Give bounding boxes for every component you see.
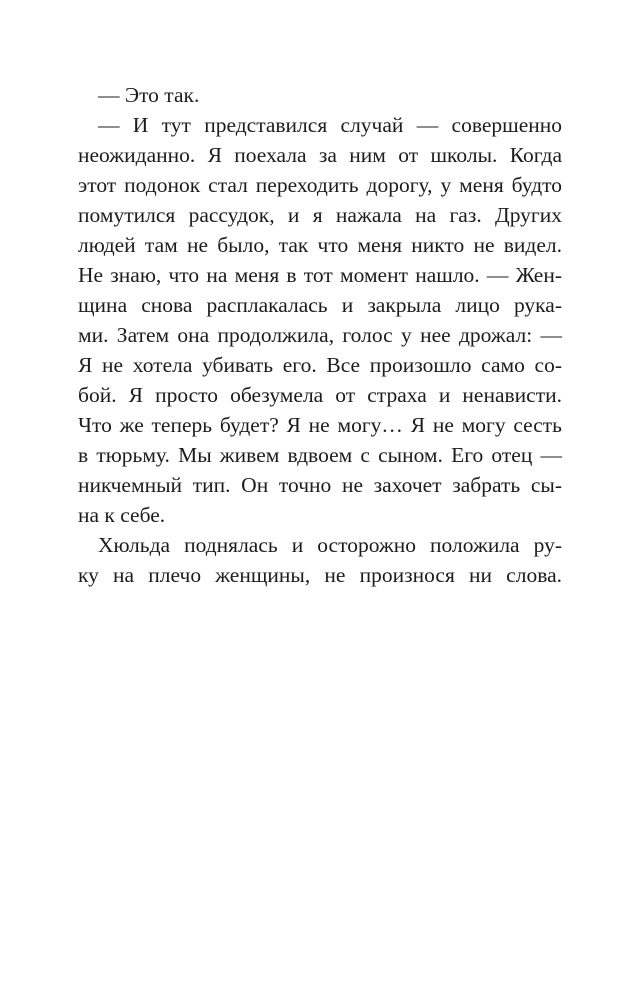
text-line: в тюрьму. Мы живем вдвоем с сыном. Его отец — bbox=[78, 443, 562, 467]
text-line: Не знаю, что на меня в тот момент нашло. — Жен- bbox=[78, 263, 562, 287]
text-line: — Это так. bbox=[98, 83, 200, 107]
text-line: Что же теперь будет? Я не могу… Я не могу сесть bbox=[78, 413, 562, 437]
text-line: бой. Я просто обезумела от страха и ненависти. bbox=[78, 383, 562, 407]
body-text bbox=[78, 80, 562, 590]
text-line: ку на плечо женщины, не произнося ни слова. bbox=[78, 563, 562, 587]
text-line: ми. Затем она продолжила, голос у нее дрожал: — bbox=[78, 323, 562, 347]
text-line: помутился рассудок, и я нажала на газ. Других bbox=[78, 203, 562, 227]
text-line: — И тут представился случай — совершенно bbox=[98, 113, 562, 137]
text-line: щина снова расплакалась и закрыла лицо рука- bbox=[78, 293, 562, 317]
text-line: никчемный тип. Он точно не захочет забрать сы- bbox=[78, 473, 562, 497]
text-line: на к себе. bbox=[78, 503, 166, 527]
text-line: Я не хотела убивать его. Все произошло само со- bbox=[78, 353, 562, 377]
text-line: людей там не было, так что меня никто не видел. bbox=[78, 233, 562, 257]
text-line: Хюльда поднялась и осторожно положила ру- bbox=[98, 533, 562, 557]
text-line: этот подонок стал переходить дорогу, у меня будто bbox=[78, 173, 562, 197]
text-line: неожиданно. Я поехала за ним от школы. Когда bbox=[78, 143, 562, 167]
